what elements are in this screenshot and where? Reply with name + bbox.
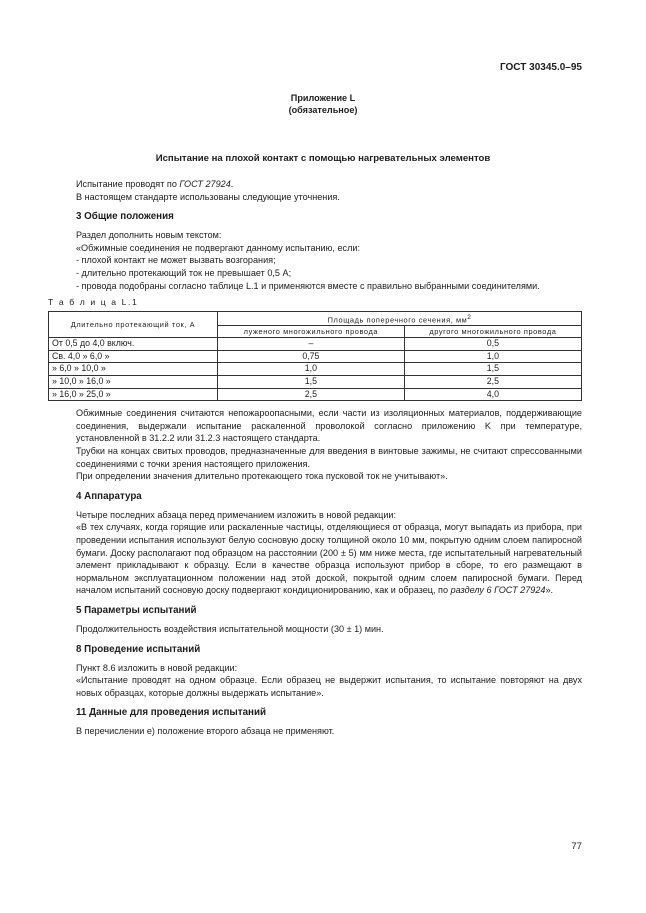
- intro-line-1: Испытание проводят по ГОСТ 27924.: [76, 179, 234, 189]
- section-4-heading: 4 Аппаратура: [76, 490, 142, 502]
- annex-header: [0, 92, 646, 116]
- annex-status: (обязательное): [288, 105, 358, 115]
- table-subheader-other: другого многожильного провода: [404, 326, 581, 338]
- section-3-line: Раздел дополнить новым текстом:: [76, 230, 222, 241]
- section-8-heading: 8 Проведение испытаний: [76, 643, 201, 655]
- section-11-heading: 11 Данные для проведения испытаний: [76, 707, 266, 719]
- section-3-line: «Обжимные соединения не подвергают данному испытанию, если:: [76, 242, 360, 253]
- intro-line-2: В настоящем стандарте использованы следующие уточнения.: [76, 191, 340, 202]
- table-caption: Т а б л и ц а L.1: [48, 297, 139, 308]
- annex-title: Испытание на плохой контакт с помощью нагревательных элементов: [155, 153, 491, 164]
- section-8-line: Пункт 8.6 изложить в новой редакции:: [76, 662, 238, 673]
- section-3-heading: 3 Общие положения: [76, 211, 174, 223]
- document-code: ГОСТ 30345.0–95: [499, 62, 582, 73]
- table-row: » 16,0 » 25,0 » 2,5 4,0: [49, 388, 582, 401]
- table-row: Св. 4,0 » 6,0 » 0,75 1,0: [49, 350, 582, 363]
- section-3-paragraph: При определении значения длительно протекающего тока пусковой ток не учитывают».: [76, 471, 448, 482]
- table-subheader-tinned: луженого многожильного провода: [218, 326, 405, 338]
- section-3-paragraph: Обжимные соединения считаются непожароопасными, если части из изоляционных материалов, поддерживающие соединения, выдержали испытание раскаленной проволокой согласно приложению K при температуре, установленной в 31.2.2 или 31.2.3 настоящего стандарта.: [76, 408, 582, 444]
- section-11-line: В перечислении e) положение второго абзаца не применяют.: [76, 726, 335, 737]
- table-l1: [48, 311, 582, 401]
- section-4-line: Четыре последних абзаца перед примечанием изложить в новой редакции:: [76, 509, 397, 520]
- standard-reference: ГОСТ 27924: [179, 179, 231, 189]
- section-3-line: - плохой контакт не может вызвать возгорания;: [76, 255, 276, 266]
- table-row: » 6,0 » 10,0 » 1,0 1,5: [49, 363, 582, 376]
- table-header-cross-section: Площадь поперечного сечения, $мм^2$: [218, 311, 582, 325]
- annex-label: Приложение L: [290, 93, 356, 103]
- section-4-paragraph: «В тех случаях, когда горящие или раскаленные частицы, отделяющиеся от образца, могут выпадать из прибора, при проведении испытания используют белую сосновую доску толщиной около 10 мм, покрытую одним слоем папиросной бумаги. Доску располагают под образцом на расстоянии (200 ± 5) мм ниже места, где испытательный нагревательный элемент прикладывают к образцу. Если в качестве образца используют прибор в сборе, то его размещают в нормальном эксплуатационном положении над этой доской, покрытой одним слоем папиросной бумаги. Перед началом испытаний сосновую доску подвергают кондиционированию, как и образец, по разделу 6 ГОСТ 27924».: [76, 522, 582, 596]
- section-3-line: - длительно протекающий ток не превышает 0,5 А;: [76, 267, 292, 278]
- document-body: [48, 178, 582, 738]
- section-8-paragraph: «Испытание проводят на одном образце. Если образец не выдержит испытания, то испытание повторяют на двух новых образцах, которые должны выдержать испытание».: [76, 675, 582, 698]
- section-5-line: Продолжительность воздействия испытательной мощности (30 ± 1) мин.: [76, 623, 384, 634]
- table-header-current: Длительно протекающий ток, А: [49, 311, 218, 337]
- table-row: » 10,0 » 16,0 » 1,5 2,5: [49, 376, 582, 389]
- section-5-heading: 5 Параметры испытаний: [76, 604, 197, 616]
- table-row: От 0,5 до 4,0 включ. – 0,5: [49, 338, 582, 351]
- section-3-paragraph: Трубки на концах свитых проводов, предназначенные для введения в винтовые зажимы, не считают спрессованными соединениями с точки зрения настоящего приложения.: [76, 445, 582, 469]
- section-reference: разделу 6 ГОСТ 27924: [450, 585, 546, 596]
- section-3-line: - провода подобраны согласно таблице L.1 и применяются вместе с правильно выбранными соединителями.: [76, 280, 540, 291]
- page-number: 77: [571, 841, 582, 852]
